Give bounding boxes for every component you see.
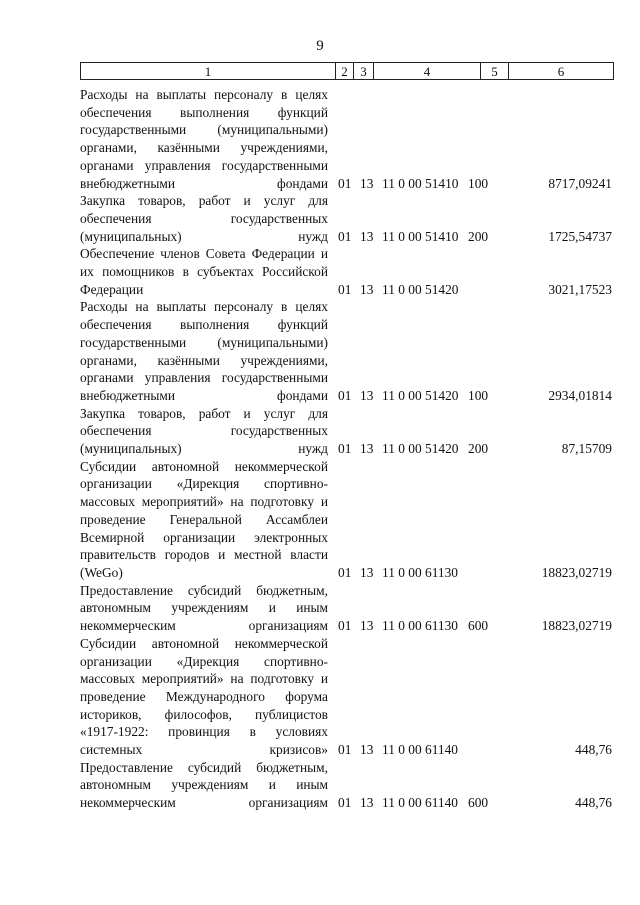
column-header-1: 1 (80, 62, 336, 80)
table-row (0, 298, 640, 404)
row-section: 01 (338, 175, 352, 191)
row-section: 01 (338, 441, 352, 457)
row-section: 01 (338, 228, 352, 244)
row-amount: 2934,01814 (548, 387, 612, 403)
row-section: 01 (338, 742, 352, 758)
row-target-article: 11 0 00 51420 (382, 281, 459, 297)
row-description: Закупка товаров, работ и услуг для обеспечения государственных (муниципальных) нужд (80, 193, 328, 244)
row-amount: 1725,54737 (548, 228, 612, 244)
column-header-6: 6 (508, 62, 614, 80)
table-row (0, 458, 640, 582)
row-target-article: 11 0 00 51410 (382, 228, 459, 244)
row-target-article: 11 0 00 61130 (382, 564, 459, 580)
row-target-article: 11 0 00 61140 (382, 742, 459, 758)
row-expense-type: 200 (468, 228, 489, 244)
row-amount: 18823,02719 (541, 564, 612, 580)
row-amount: 18823,02719 (541, 618, 612, 634)
row-description: Расходы на выплаты персоналу в целях обеспечения выполнения функций государственными (муниципальными) органами, казёнными учреждениями, органами управления государственными внебюджетными фондами (80, 87, 328, 191)
row-description: Обеспечение членов Совета Федерации и их помощников в субъектах Российской Федерации (80, 246, 328, 297)
row-subsection: 13 (360, 228, 374, 244)
column-header-5: 5 (480, 62, 509, 80)
row-subsection: 13 (360, 618, 374, 634)
column-header-4: 4 (373, 62, 481, 80)
row-target-article: 11 0 00 61130 (382, 618, 459, 634)
row-expense-type: 600 (468, 618, 489, 634)
row-subsection: 13 (360, 742, 374, 758)
row-section: 01 (338, 387, 352, 403)
row-amount: 87,15709 (561, 441, 612, 457)
row-expense-type: 100 (468, 387, 489, 403)
row-subsection: 13 (360, 564, 374, 580)
row-description: Субсидии автономной некоммерческой организации «Дирекция спортивно-массовых мероприятий» на подготовку и проведение Генеральной Ассамблеи Всемирной организации электронных правительств городов и местной власти (WeGo) (80, 458, 328, 580)
row-expense-type: 100 (468, 175, 489, 191)
row-subsection: 13 (360, 281, 374, 297)
row-subsection: 13 (360, 175, 374, 191)
column-header-3: 3 (353, 62, 374, 80)
row-target-article: 11 0 00 51420 (382, 441, 459, 457)
row-description: Предоставление субсидий бюджетным, автономным учреждениям и иным некоммерческим организациям (80, 582, 328, 634)
row-subsection: 13 (360, 387, 374, 403)
row-section: 01 (338, 618, 352, 634)
row-amount: 8717,09241 (548, 175, 612, 191)
table-row (0, 86, 640, 192)
row-target-article: 11 0 00 51420 (382, 387, 459, 403)
row-description: Закупка товаров, работ и услуг для обеспечения государственных (муниципальных) нужд (80, 405, 328, 457)
row-target-article: 11 0 00 51410 (382, 175, 459, 191)
row-subsection: 13 (360, 795, 374, 811)
row-expense-type: 200 (468, 441, 489, 457)
page-number: 9 (316, 38, 324, 54)
column-header-2: 2 (335, 62, 354, 80)
row-section: 01 (338, 281, 352, 297)
row-section: 01 (338, 564, 352, 580)
row-amount: 448,76 (575, 795, 612, 811)
table-row (0, 245, 640, 298)
table-row (0, 582, 640, 635)
row-subsection: 13 (360, 441, 374, 457)
row-description: Субсидии автономной некоммерческой организации «Дирекция спортивно-массовых мероприятий» на подготовку и проведение Международного форума историков, философов, публицистов «1917-1922: провинция в условиях системных кризисов» (80, 635, 328, 758)
row-target-article: 11 0 00 61140 (382, 795, 459, 811)
row-expense-type: 600 (468, 795, 489, 811)
row-amount: 3021,17523 (548, 281, 612, 297)
row-description: Предоставление субсидий бюджетным, автономным учреждениям и иным некоммерческим организациям (80, 759, 328, 811)
table-row (0, 405, 640, 458)
table-row (0, 759, 640, 812)
table-body (0, 86, 640, 812)
row-section: 01 (338, 795, 352, 811)
table-row (0, 635, 640, 759)
row-amount: 448,76 (575, 742, 612, 758)
row-description: Расходы на выплаты персоналу в целях обеспечения выполнения функций государственными (муниципальными) органами, казёнными учреждениями, органами управления государственными внебюджетными фондами (80, 299, 328, 403)
table-row (0, 192, 640, 245)
